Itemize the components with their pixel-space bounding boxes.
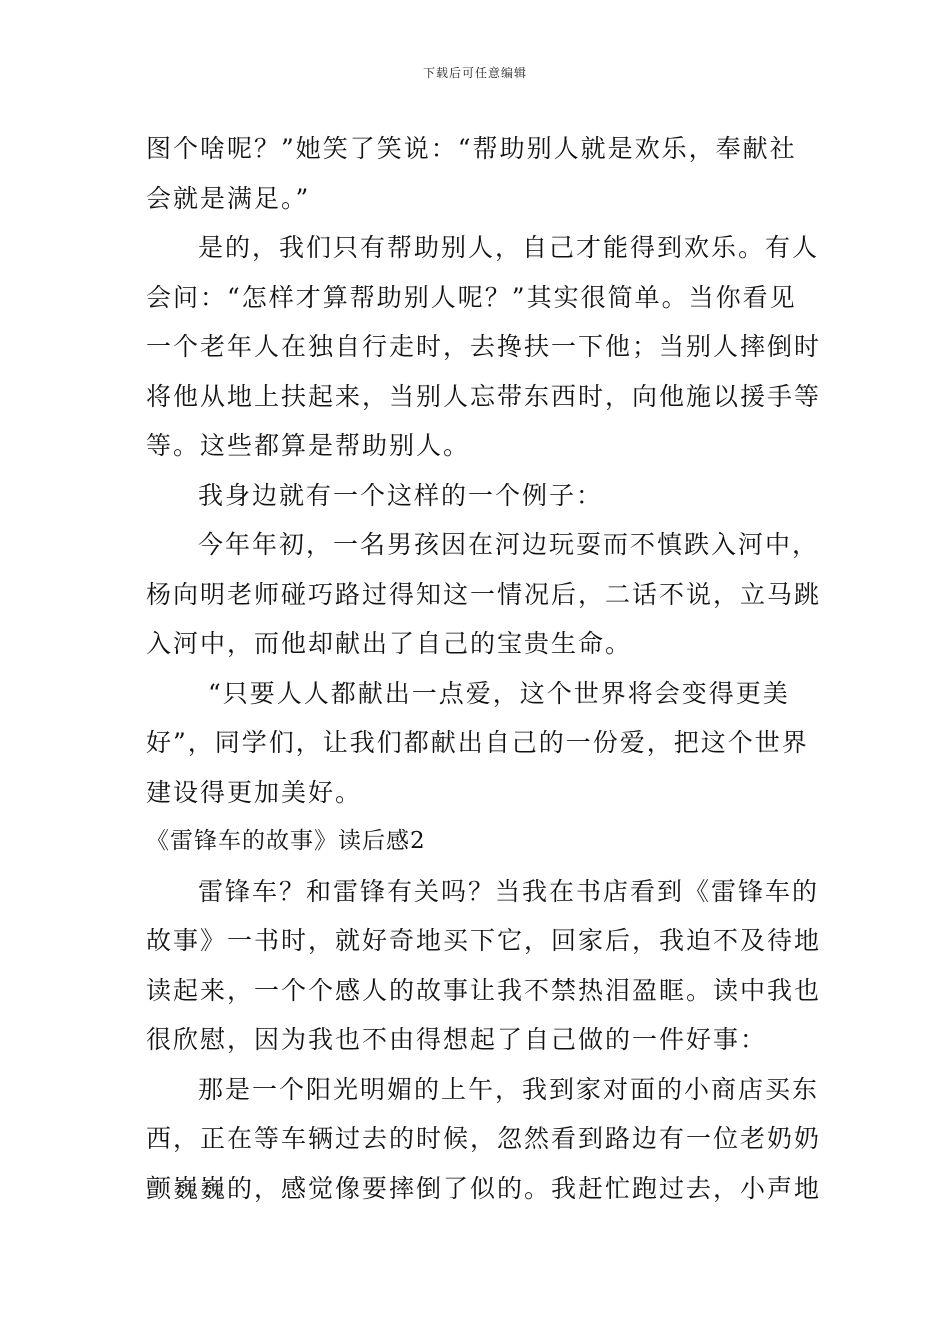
- text-line: 图个啥呢？”她笑了笑说：“帮助别人就是欢乐，奉献社: [146, 134, 797, 163]
- text-line: 雷锋车？和雷锋有关吗？当我在书店看到《雷锋车的: [198, 876, 820, 906]
- text-line: 会就是满足。”: [146, 183, 311, 213]
- text-line: 等。这些都算是帮助别人。: [146, 431, 471, 460]
- text-line: 将他从地上扶起来，当别人忘带东西时，向他施以援手等: [146, 381, 822, 411]
- text-line: 很欣慰，因为我也不由得想起了自己做的一件好事：: [146, 1025, 768, 1054]
- text-line: 入河中，而他却献出了自己的宝贵生命。: [146, 629, 633, 658]
- text-line: 我身边就有一个这样的一个例子：: [198, 480, 604, 510]
- text-line: 西，正在等车辆过去的时候，忽然看到路边有一位老奶奶: [146, 1124, 822, 1153]
- text-line: 故事》一书时，就好奇地买下它，回家后，我迫不及待地: [146, 926, 822, 955]
- text-line: 会问：“怎样才算帮助别人呢？”其实很简单。当你看见: [146, 282, 797, 312]
- text-line: 是的，我们只有帮助别人，自己才能得到欢乐。有人: [198, 233, 820, 262]
- text-line: 颤巍巍的，感觉像要摔倒了似的。我赶忙跑过去，小声地: [146, 1173, 822, 1203]
- text-line: 建设得更加美好。: [146, 777, 363, 807]
- text-line: “只要人人都献出一点爱，这个世界将会变得更美: [208, 678, 790, 708]
- page-header: 下载后可任意编辑: [422, 66, 527, 80]
- document-body: [146, 124, 822, 1213]
- text-line: 杨向明老师碰巧路过得知这一情况后，二话不说，立马跳: [146, 579, 822, 609]
- section-title: 《雷锋车的故事》读后感2: [146, 828, 426, 854]
- text-line: 今年年初，一名男孩因在河边玩耍而不慎跌入河中，: [198, 530, 820, 559]
- text-line: 那是一个阳光明媚的上午，我到家对面的小商店买东: [198, 1074, 820, 1104]
- text-line: 读起来，一个个感人的故事让我不禁热泪盈眶。读中我也: [146, 975, 822, 1005]
- text-line: 好”，同学们，让我们都献出自己的一份爱，把这个世界: [146, 728, 809, 757]
- text-line: 一个老年人在独自行走时，去搀扶一下他；当别人摔倒时: [146, 332, 822, 361]
